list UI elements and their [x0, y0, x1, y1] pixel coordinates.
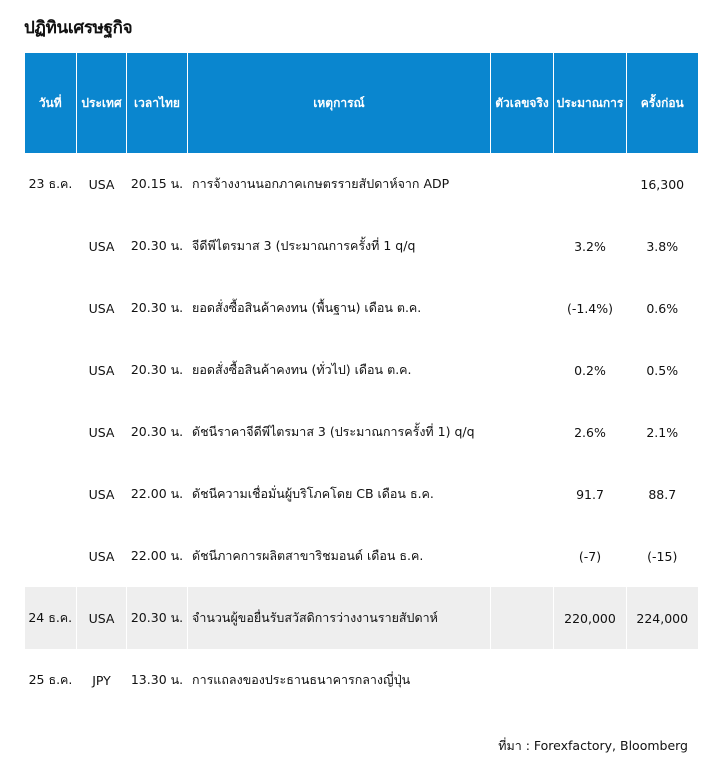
cell-time: 20.30 น. [130, 362, 184, 377]
cell-forecast: 220,000 [554, 587, 627, 649]
cell-previous [627, 649, 698, 711]
cell-time: 20.30 น. [130, 424, 184, 439]
cell-time: 20.30 น. [130, 238, 184, 253]
cell-time: 22.00 น. [130, 486, 184, 501]
cell-previous: (-15) [647, 548, 678, 564]
cell-event: ยอดสั่งซื้อสินค้าคงทน (พื้นฐาน) เดือน ต.ค. [192, 300, 422, 315]
cell-actual [491, 401, 554, 463]
cell-actual [491, 215, 554, 277]
cell-event: ดัชนีภาคการผลิตสาขาริชมอนด์ เดือน ธ.ค. [192, 548, 424, 563]
cell-actual [491, 153, 554, 215]
cell-forecast: 0.2% [574, 362, 606, 378]
cell-actual [491, 277, 554, 339]
table-row [25, 463, 698, 525]
header-country: ประเทศ [77, 53, 127, 153]
cell-event: ดัชนีความเชื่อมั่นผู้บริโภคโดย CB เดือน ธ.ค. [192, 486, 434, 501]
cell-time: 20.30 น. [127, 587, 188, 649]
cell-forecast: (-1.4%) [566, 300, 614, 316]
cell-date [25, 463, 77, 525]
cell-date: 25 ธ.ค. [28, 672, 73, 687]
cell-forecast: 91.7 [576, 486, 604, 502]
table-row [25, 587, 698, 649]
cell-date: 24 ธ.ค. [25, 587, 77, 649]
cell-forecast [554, 153, 627, 215]
header-forecast: ประมาณการ [554, 53, 627, 153]
cell-country: USA [88, 238, 115, 254]
cell-previous: 2.1% [646, 424, 679, 440]
cell-actual [491, 339, 554, 401]
header-actual: ตัวเลขจริง [491, 53, 554, 153]
economic-calendar-table [24, 53, 698, 711]
cell-time: 20.30 น. [130, 300, 184, 315]
cell-event: การแถลงของประธานธนาคารกลางญี่ปุ่น [192, 672, 411, 687]
cell-event: ดัชนีราคาจีดีพีไตรมาส 3 (ประมาณการครั้งที่ 1) q/q [192, 424, 475, 439]
cell-time: 13.30 น. [130, 672, 184, 687]
cell-forecast [554, 649, 627, 711]
cell-date: 23 ธ.ค. [28, 176, 73, 191]
header-previous: ครั้งก่อน [627, 53, 698, 153]
page-title: ปฏิทินเศรษฐกิจ [24, 18, 133, 38]
header-date: วันที่ [25, 53, 77, 153]
table-row [25, 153, 698, 215]
cell-actual [491, 525, 554, 587]
cell-country: JPY [92, 672, 111, 688]
cell-forecast: 3.2% [574, 238, 606, 254]
table-header-row [25, 53, 698, 153]
cell-date [25, 525, 77, 587]
cell-actual [491, 587, 554, 649]
cell-forecast: (-7) [578, 548, 602, 564]
table-row [25, 401, 698, 463]
cell-country: USA [88, 300, 115, 316]
cell-time: 20.15 น. [130, 176, 184, 191]
cell-country: USA [77, 587, 127, 649]
cell-previous: 16,300 [640, 176, 685, 192]
cell-actual [491, 463, 554, 525]
cell-previous: 0.5% [646, 362, 679, 378]
cell-country: USA [88, 424, 115, 440]
cell-date [25, 339, 77, 401]
cell-country: USA [88, 362, 115, 378]
cell-country: USA [88, 176, 115, 192]
cell-event: จีดีพีไตรมาส 3 (ประมาณการครั้งที่ 1 q/q [192, 238, 416, 253]
cell-previous: 224,000 [627, 587, 698, 649]
cell-previous: 3.8% [646, 238, 679, 254]
cell-event: การจ้างงานนอกภาคเกษตรรายสัปดาห์จาก ADP [192, 176, 450, 191]
table-row [25, 649, 698, 711]
cell-country: USA [88, 486, 115, 502]
cell-date [25, 215, 77, 277]
header-time: เวลาไทย [127, 53, 188, 153]
cell-forecast: 2.6% [574, 424, 606, 440]
cell-actual [491, 649, 554, 711]
cell-previous: 0.6% [646, 300, 679, 316]
cell-date [25, 401, 77, 463]
source-note: ที่มา : Forexfactory, Bloomberg [498, 738, 688, 753]
table-row [25, 339, 698, 401]
cell-time: 22.00 น. [130, 548, 184, 563]
cell-country: USA [88, 548, 115, 564]
cell-event: จำนวนผู้ขอยื่นรับสวัสดิการว่างงานรายสัปดาห์ [188, 587, 491, 649]
table-row [25, 277, 698, 339]
header-event: เหตุการณ์ [188, 53, 491, 153]
cell-previous: 88.7 [648, 486, 677, 502]
table-row [25, 215, 698, 277]
cell-date [25, 277, 77, 339]
cell-event: ยอดสั่งซื้อสินค้าคงทน (ทั่วไป) เดือน ต.ค. [192, 362, 412, 377]
table-row [25, 525, 698, 587]
